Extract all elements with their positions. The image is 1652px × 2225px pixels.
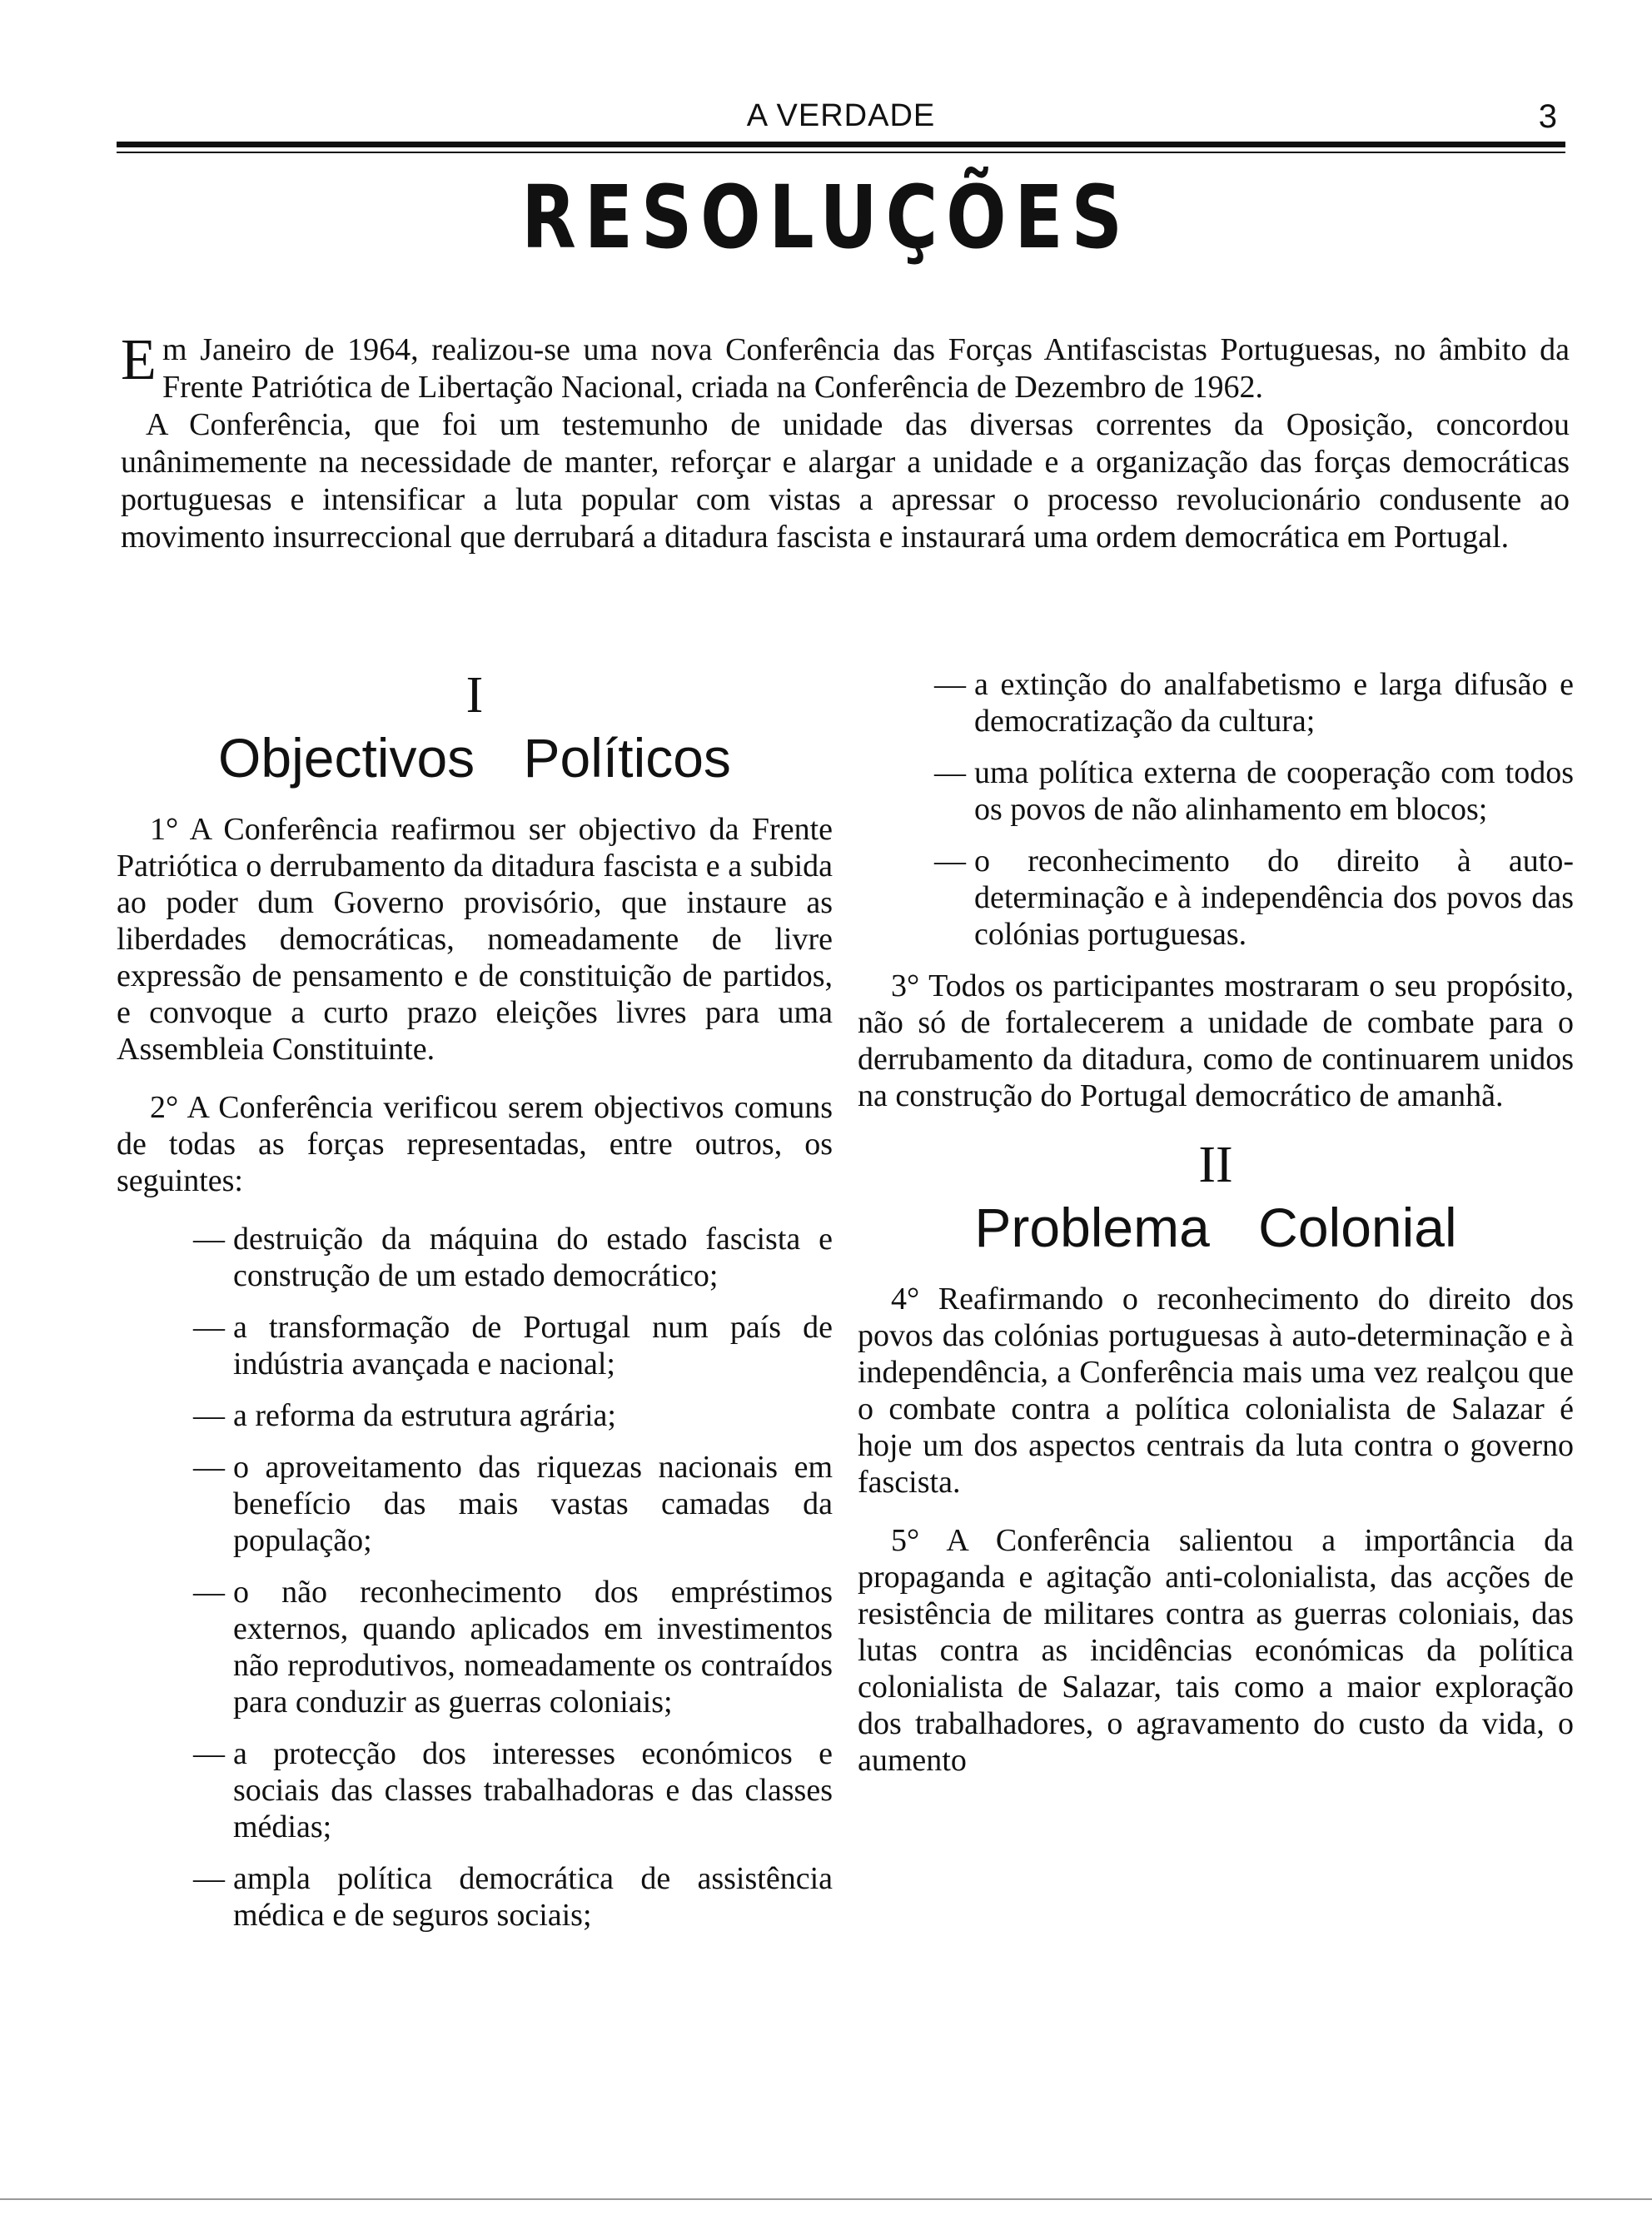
list-item: — ampla política democrática de assistência médica e de seguros sociais;	[175, 1860, 833, 1934]
footer-rule	[0, 2198, 1652, 2200]
page-number: 3	[1538, 98, 1557, 135]
list-item: — o não reconhecimento dos empréstimos externos, quando aplicados em investimentos não reprodutivos, nomeadamente os contraídos para conduzir as guerras coloniais;	[175, 1574, 833, 1720]
list-item: — a reforma da estrutura agrária;	[175, 1397, 833, 1434]
dash-bullet: —	[934, 667, 966, 702]
resolution-1: 1° A Conferência reafirmou ser objectivo da Frente Patriótica o derrubamento da ditadura fascista e a subida ao poder dum Governo provisório, que instaure as liberdades democráticas, nomeadamente de livre expressão de pensamento e de constituição de partidos, e convoque a curto prazo eleições livres para uma Assembleia Constituinte.	[117, 812, 833, 1067]
section-2-title: Problema Colonial	[974, 1197, 1457, 1258]
section-1-number: I	[465, 667, 484, 724]
right-column	[858, 666, 1574, 1800]
objectives-list	[175, 1221, 833, 1934]
list-item: — uma política externa de cooperação com todos os povos de não alinhamento em blocos;	[916, 754, 1574, 828]
drop-cap: E	[121, 328, 157, 392]
resolution-2: 2° A Conferência verificou serem objectivos comuns de todas as forças representadas, entre outros, os seguintes:	[117, 1090, 833, 1198]
list-item: — o reconhecimento do direito à auto-determinação e à independência dos povos das colónias portuguesas.	[916, 843, 1574, 953]
list-item: — o aproveitamento das riquezas nacionais em benefício das mais vastas camadas da população;	[175, 1449, 833, 1559]
header-rule-thin	[117, 152, 1565, 153]
section-2-number: II	[1198, 1137, 1233, 1193]
objectives-list-continued	[916, 666, 1574, 953]
newspaper-name: A VERDADE	[746, 98, 936, 133]
section-1-title: Objectivos Políticos	[218, 727, 731, 789]
intro-paragraph-1-text: m Janeiro de 1964, realizou-se uma nova Conferência das Forças Antifascistas Portuguesas, no âmbito da Frente Patriótica de Libertação Nacional, criada na Conferência de Dezembro de 1962.	[162, 332, 1570, 405]
list-item: — a protecção dos interesses económicos e sociais das classes trabalhadoras e das classes médias;	[175, 1735, 833, 1845]
page-header	[117, 98, 1565, 157]
dash-bullet: —	[193, 1398, 225, 1433]
resolution-3: 3° Todos os participantes mostraram o seu propósito, não só de fortalecerem a unidade de combate para o derrubamento da ditadura, como de continuarem unidos na construção do Portugal democrático de amanhã.	[858, 968, 1574, 1113]
dash-bullet: —	[934, 844, 966, 879]
dash-bullet: —	[193, 1575, 225, 1610]
list-item: — a transformação de Portugal num país de indústria avançada e nacional;	[175, 1309, 833, 1382]
list-item: — destruição da máquina do estado fascista e construção de um estado democrático;	[175, 1221, 833, 1294]
resolution-4: 4° Reafirmando o reconhecimento do direito dos povos das colónias portuguesas à auto-determinação e à independência, a Conferência mais uma vez realçou que o combate contra a política colonialista de Salazar é hoje um dos aspectos centrais da luta contra o governo fascista.	[858, 1282, 1574, 1500]
left-column	[117, 666, 833, 1949]
header-rule-thick	[117, 142, 1565, 147]
article-title: RESOLUÇÕES	[521, 167, 1131, 268]
intro-text	[121, 328, 1570, 556]
list-item: — a extinção do analfabetismo e larga difusão e democratização da cultura;	[916, 666, 1574, 739]
dash-bullet: —	[193, 1861, 225, 1896]
resolution-5: 5° A Conferência salientou a importância da propaganda e agitação anti-colonialista, das acções de resistência de militares contra as guerras coloniais, das lutas contra as incidências económicas da política colonialista de Salazar, tais como a maior exploração dos trabalhadores, o agravamento do custo da vida, o aumento	[858, 1523, 1574, 1778]
dash-bullet: —	[193, 1222, 225, 1257]
dash-bullet: —	[193, 1310, 225, 1345]
intro-paragraph-1	[121, 328, 1570, 406]
dash-bullet: —	[193, 1450, 225, 1485]
dash-bullet: —	[934, 755, 966, 790]
dash-bullet: —	[193, 1736, 225, 1771]
intro-paragraph-2: A Conferência, que foi um testemunho de unidade das diversas correntes da Oposição, concordou unânimemente na necessidade de manter, reforçar e alargar a unidade e a organização das forças democráticas portuguesas e intensificar a luta popular com vistas a apressar o processo revolucionário condusente ao movimento insurreccional que derrubará a ditadura fascista e instaurará uma ordem democrática em Portugal.	[121, 407, 1570, 555]
